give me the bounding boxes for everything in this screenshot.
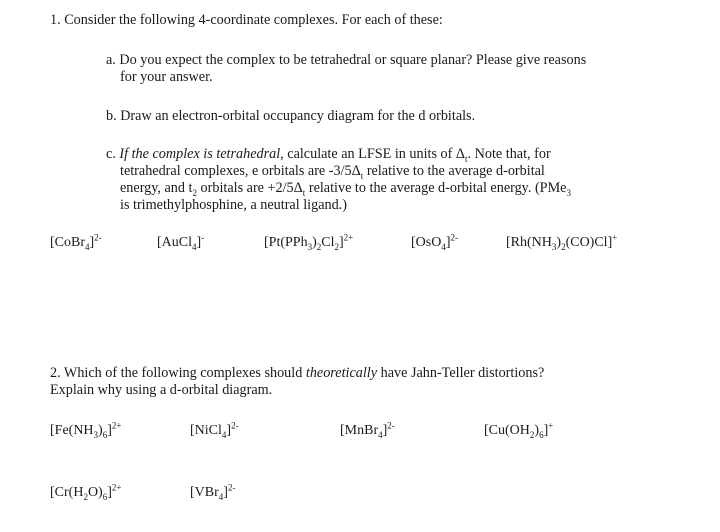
question-2-line-2: Explain why using a d-orbital diagram. bbox=[50, 382, 273, 398]
subscript: 3 bbox=[566, 187, 571, 198]
complex-nicl4: [NiCl$_4$]$^{2-}$ bbox=[190, 420, 239, 440]
complex-pt-pph3-cl2: $[Pt(PPh_3)_2Cl_2]^{2+}$ bbox=[264, 232, 354, 252]
question-1b: b. Draw an electron-orbital occupancy diagram for the d orbitals. bbox=[106, 108, 476, 124]
complex-cobr4: [CoBr$_4$]$^{2-}$ bbox=[50, 232, 102, 252]
complex-vbr4: $[VBr_4]^{2-}$ bbox=[190, 482, 236, 502]
question-1c-prefix: c. bbox=[106, 146, 120, 162]
question-1c-line-1 bbox=[106, 146, 551, 163]
complex-fe-nh3-6: $[Fe(NH_3)_6]^{2+}$ bbox=[50, 420, 122, 440]
complex-rh-nh3-co-cl: $[Rh(NH_3)_2(CO)Cl]^+$ bbox=[506, 232, 618, 252]
question-2-italic: theoretically bbox=[305, 365, 378, 381]
complex-mnbr4: [MnBr$_4$]$^{2-}$ bbox=[340, 420, 395, 440]
question-2-line-1 bbox=[50, 365, 544, 382]
complex-cu-oh2-6: $[Cu(OH_2)_6]^+$ bbox=[484, 420, 554, 440]
question-1c-text: orbitals are +2/5Δ bbox=[197, 180, 303, 196]
question-1c-text: relative to the average d-orbital bbox=[363, 163, 545, 179]
question-1-title: 1. Consider the following 4-coordinate complexes. For each of these: bbox=[50, 12, 443, 28]
question-1c-text: , calculate an LFSE in units of Δ bbox=[280, 146, 466, 162]
question-1a-line-1: a. Do you expect the complex to be tetrahedral or square planar? Please give reasons bbox=[106, 52, 587, 68]
question-1c-line-2 bbox=[120, 163, 545, 180]
question-1c-text: . Note that, for bbox=[467, 146, 551, 162]
question-1c-text: energy, and t bbox=[120, 180, 193, 196]
complex-oso4: $[OsO_4]^{2-}$ bbox=[411, 232, 459, 252]
question-1c-line-4: is trimethylphosphine, a neutral ligand.) bbox=[120, 197, 347, 213]
question-1c-line-3 bbox=[120, 180, 571, 197]
subscript: 2 bbox=[192, 187, 197, 198]
subscript: t bbox=[360, 170, 364, 181]
complex-aucl4: [AuCl$_4$]- bbox=[157, 232, 205, 252]
complex-cr-h2o-6: $[Cr(H_2O)_6]^{2+}$ bbox=[50, 482, 122, 502]
subscript: t bbox=[465, 153, 468, 164]
question-1c-text: tetrahedral complexes, e orbitals are -3/5Δ bbox=[120, 163, 361, 179]
question-1c-text: relative to the average d-orbital energy. (PMe bbox=[305, 180, 567, 196]
question-2-text: 2. Which of the following complexes should bbox=[50, 365, 306, 381]
question-1a-line-2: for your answer. bbox=[120, 69, 213, 85]
subscript: t bbox=[302, 187, 306, 198]
question-1c-italic: If the complex is tetrahedral bbox=[119, 146, 281, 162]
question-2-text: have Jahn-Teller distortions? bbox=[377, 365, 545, 381]
